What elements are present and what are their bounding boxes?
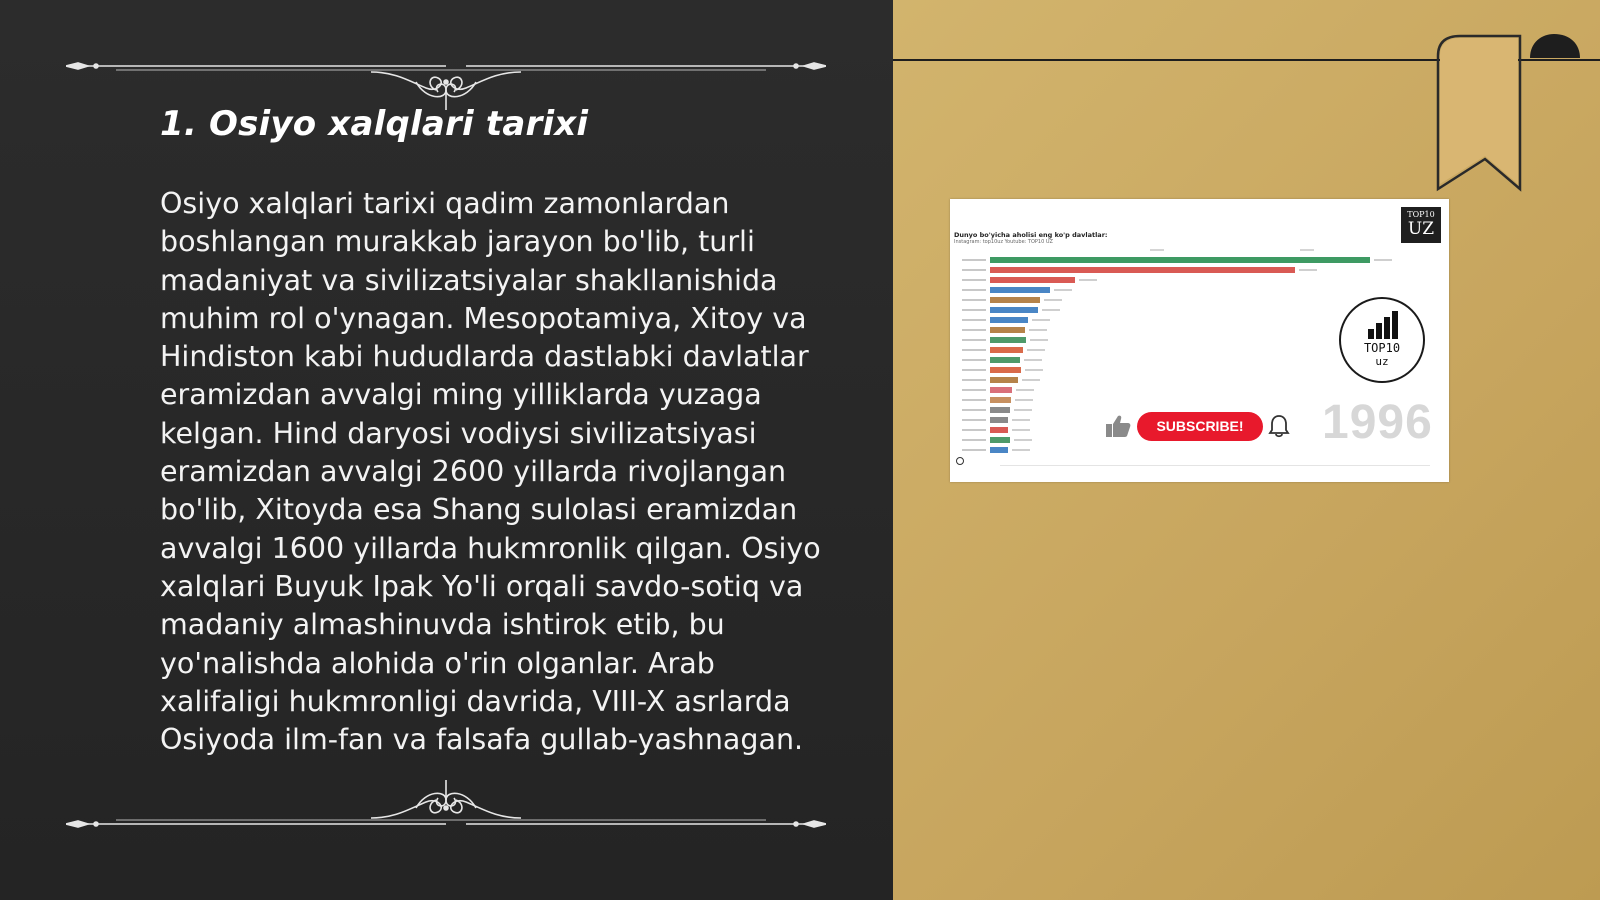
- preview-bar: [990, 367, 1021, 373]
- bar-country-label: [962, 289, 986, 291]
- bar-country-label: [962, 439, 986, 441]
- bar-country-label: [962, 419, 986, 421]
- preview-bar: [990, 267, 1295, 273]
- bar-country-label: [962, 309, 986, 311]
- play-indicator-icon[interactable]: [956, 457, 964, 465]
- video-timeline[interactable]: [1000, 465, 1430, 466]
- bar-value-label: [1032, 319, 1050, 321]
- bar-value-label: [1299, 269, 1317, 271]
- video-thumbnail[interactable]: [950, 199, 1449, 482]
- preview-bar: [990, 337, 1026, 343]
- bar-value-label: [1044, 299, 1062, 301]
- bar-country-label: [962, 349, 986, 351]
- bar-value-label: [1012, 429, 1030, 431]
- bookmark-decoration: [1430, 34, 1596, 200]
- bar-country-label: [962, 299, 986, 301]
- preview-bar: [990, 277, 1075, 283]
- preview-bar: [990, 417, 1008, 423]
- bar-value-label: [1029, 329, 1047, 331]
- preview-bar: [990, 437, 1010, 443]
- bar-value-label: [1374, 259, 1392, 261]
- thumbs-up-icon[interactable]: [1105, 414, 1131, 438]
- avatar-text-bottom: uz: [1375, 355, 1389, 368]
- preview-bar: [990, 447, 1008, 453]
- preview-bar: [990, 297, 1040, 303]
- bar-country-label: [962, 259, 986, 261]
- slide-body-text: Osiyo xalqlari tarixi qadim zamonlardan boshlangan murakkab jarayon bo'lib, turli madaniyat va sivilizatsiyalar shakllanishida muhim rol o'ynagan. Mesopotamiya, Xitoy va Hindiston kabi hududlarda dastlabki davlatlar eramizdan avvalgi ming yilliklarda yuzaga kelgan. Hind daryosi vodiysi sivilizatsiyasi eramizdan avvalgi 2600 yillarda rivojlangan bo'lib, Xitoyda esa Shang sulolasi eramizdan avvalgi 1600 yillarda hukmronlik qilgan. Osiyo xalqlari Buyuk Ipak Yo'li orqali savdo-sotiq va madaniy almashinuvda ishtirok etib, bu yo'nalishda alohida o'rin olganlar. Arab xalifaligi hukmronligi davrida, VIII-X asrlarda Osiyoda ilm-fan va falsafa gullab-yashnagan.: [160, 187, 821, 757]
- preview-bar: [990, 387, 1012, 393]
- bar-country-label: [962, 359, 986, 361]
- preview-bar: [990, 407, 1010, 413]
- preview-bar: [990, 357, 1020, 363]
- slide-title: 1. Osiyo xalqlari tarixi: [160, 104, 589, 144]
- bar-value-label: [1015, 399, 1033, 401]
- preview-bar: [990, 317, 1028, 323]
- preview-bar: [990, 397, 1011, 403]
- bar-country-label: [962, 389, 986, 391]
- bar-country-label: [962, 429, 986, 431]
- axis-tick: [1150, 249, 1164, 251]
- channel-logo-top: TOP10: [1407, 210, 1435, 219]
- preview-bar: [990, 307, 1038, 313]
- bar-value-label: [1014, 409, 1032, 411]
- preview-bar: [990, 287, 1050, 293]
- channel-logo-bottom: UZ: [1407, 219, 1435, 239]
- bar-value-label: [1012, 419, 1030, 421]
- bar-value-label: [1054, 289, 1072, 291]
- bar-value-label: [1079, 279, 1097, 281]
- bottom-ornament: [66, 780, 826, 830]
- channel-avatar[interactable]: [1339, 297, 1425, 383]
- top-ornament: [66, 60, 826, 110]
- preview-bar: [990, 327, 1025, 333]
- bar-country-label: [962, 409, 986, 411]
- preview-bar: [990, 257, 1370, 263]
- chart-subtitle: Instagram: top10uz Youtube: TOP10 UZ: [954, 239, 1053, 245]
- bar-value-label: [1027, 349, 1045, 351]
- bar-value-label: [1025, 369, 1043, 371]
- bar-value-label: [1042, 309, 1060, 311]
- bar-value-label: [1022, 379, 1040, 381]
- bar-country-label: [962, 379, 986, 381]
- bar-value-label: [1024, 359, 1042, 361]
- year-counter: 1996: [1322, 396, 1433, 449]
- bar-value-label: [1014, 439, 1032, 441]
- preview-bar: [990, 427, 1008, 433]
- subscribe-button[interactable]: SUBSCRIBE!: [1137, 412, 1263, 441]
- preview-bar: [990, 377, 1018, 383]
- bar-country-label: [962, 339, 986, 341]
- preview-bar: [990, 347, 1023, 353]
- bar-country-label: [962, 329, 986, 331]
- chart-title: Dunyo bo'yicha aholisi eng ko'p davlatlar:: [954, 231, 1108, 239]
- bell-icon[interactable]: [1268, 414, 1290, 438]
- signal-bars-icon: [1366, 311, 1400, 339]
- bar-country-label: [962, 269, 986, 271]
- channel-logo: [1401, 207, 1441, 243]
- bar-value-label: [1030, 339, 1048, 341]
- bar-country-label: [962, 399, 986, 401]
- bar-value-label: [1016, 389, 1034, 391]
- bar-country-label: [962, 449, 986, 451]
- bar-country-label: [962, 319, 986, 321]
- avatar-text-top: TOP10: [1363, 341, 1401, 355]
- bar-country-label: [962, 369, 986, 371]
- axis-tick: [1300, 249, 1314, 251]
- bar-value-label: [1012, 449, 1030, 451]
- bar-country-label: [962, 279, 986, 281]
